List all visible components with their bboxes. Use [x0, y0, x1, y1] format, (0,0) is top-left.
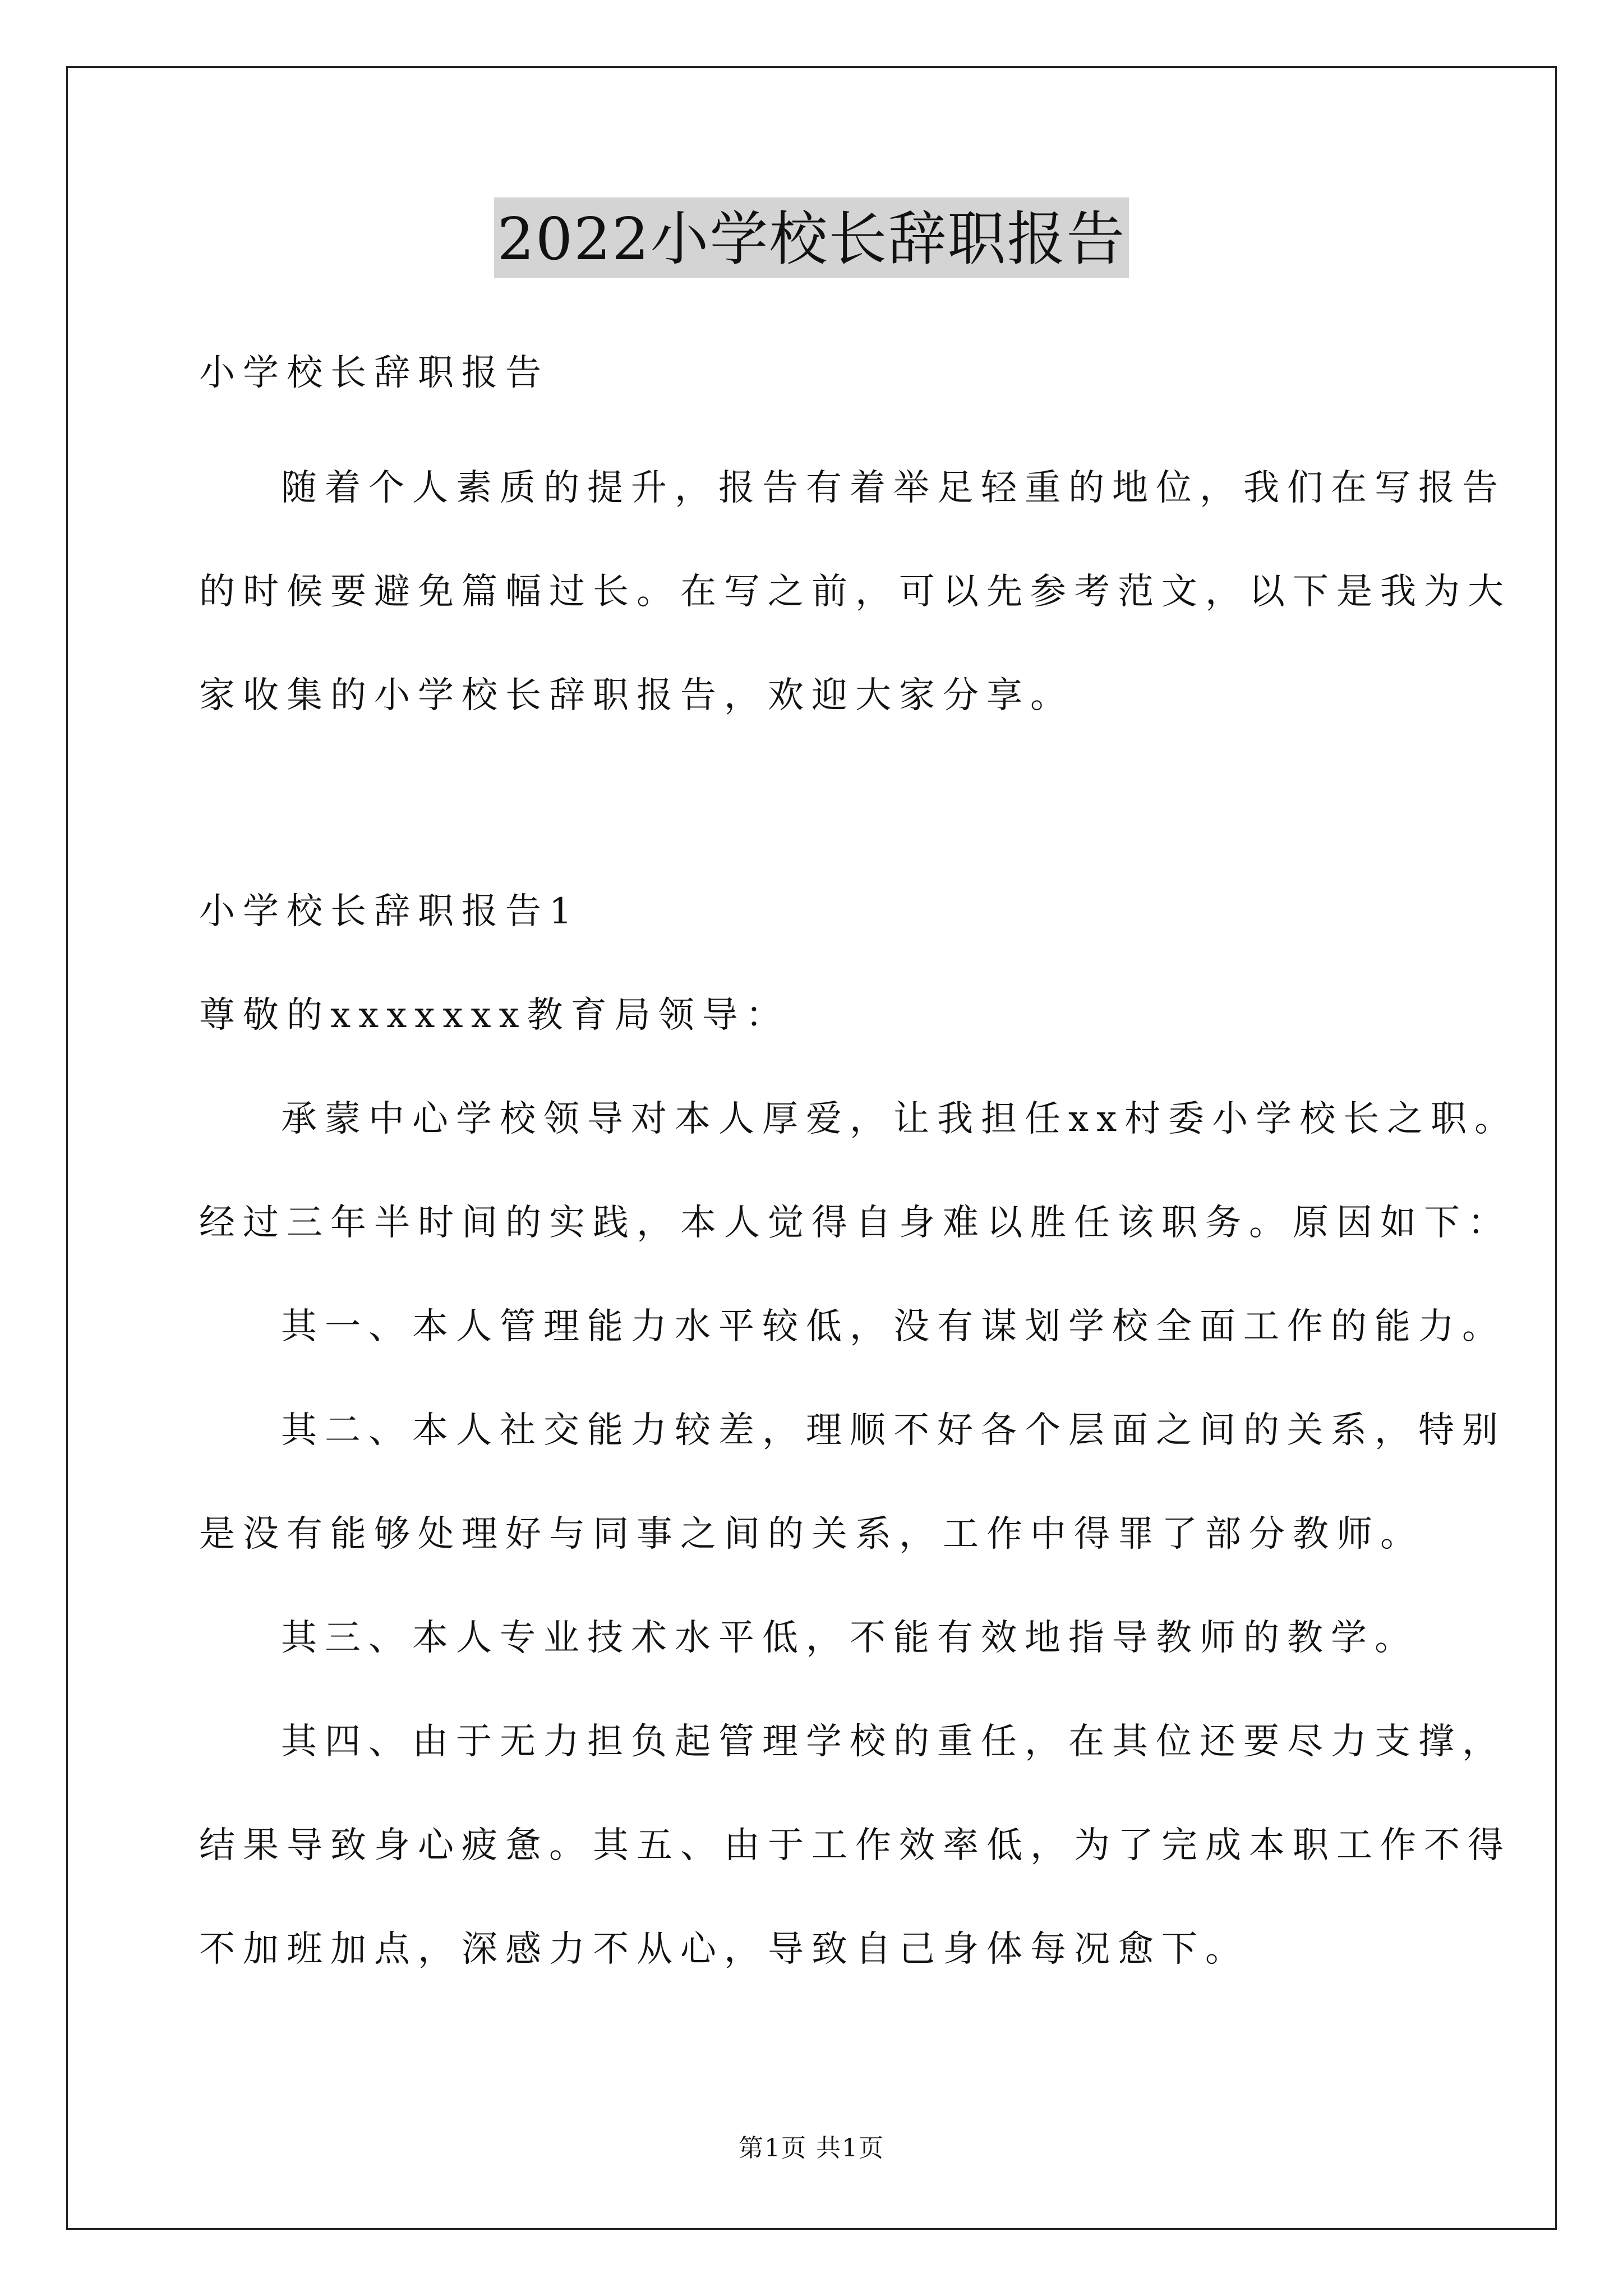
paragraph-line: 承蒙中心学校领导对本人厚爱，让我担任xx村委小学校长之职。	[281, 1098, 1519, 1140]
paragraph-line: 其二、本人社交能力较差，理顺不好各个层面之间的关系，特别	[281, 1410, 1506, 1451]
page-footer: 第1页 共1页	[739, 2134, 884, 2162]
paragraph-line: 其四、由于无力担负起管理学校的重任，在其位还要尽力支撑，	[281, 1721, 1506, 1763]
paragraph-line: 是没有能够处理好与同事之间的关系，工作中得罪了部分教师。	[199, 1513, 1424, 1555]
paragraph-line: 其三、本人专业技术水平低，不能有效地指导教师的教学。	[281, 1617, 1418, 1659]
intro-line-1: 随着个人素质的提升，报告有着举足轻重的地位，我们在写报告	[281, 467, 1506, 509]
section-heading: 小学校长辞职报告1	[199, 891, 580, 932]
salutation-line: 尊敬的xxxxxxx教育局领导：	[199, 995, 790, 1036]
paragraph-line: 经过三年半时间的实践，本人觉得自身难以胜任该职务。原因如下：	[199, 1202, 1511, 1244]
intro-line-3: 家收集的小学校长辞职报告，欢迎大家分享。	[199, 675, 1074, 716]
document-title: 2022小学校长辞职报告	[494, 197, 1129, 278]
intro-line-2: 的时候要避免篇幅过长。在写之前，可以先参考范文，以下是我为大	[199, 571, 1511, 613]
paragraph-line: 不加班加点，深感力不从心，导致自己身体每况愈下。	[199, 1929, 1249, 1970]
subtitle-line: 小学校长辞职报告	[199, 352, 549, 394]
paragraph-line: 其一、本人管理能力水平较低，没有谋划学校全面工作的能力。	[281, 1306, 1506, 1347]
paragraph-line: 结果导致身心疲惫。其五、由于工作效率低，为了完成本职工作不得	[199, 1825, 1511, 1866]
title-container	[0, 197, 1623, 278]
